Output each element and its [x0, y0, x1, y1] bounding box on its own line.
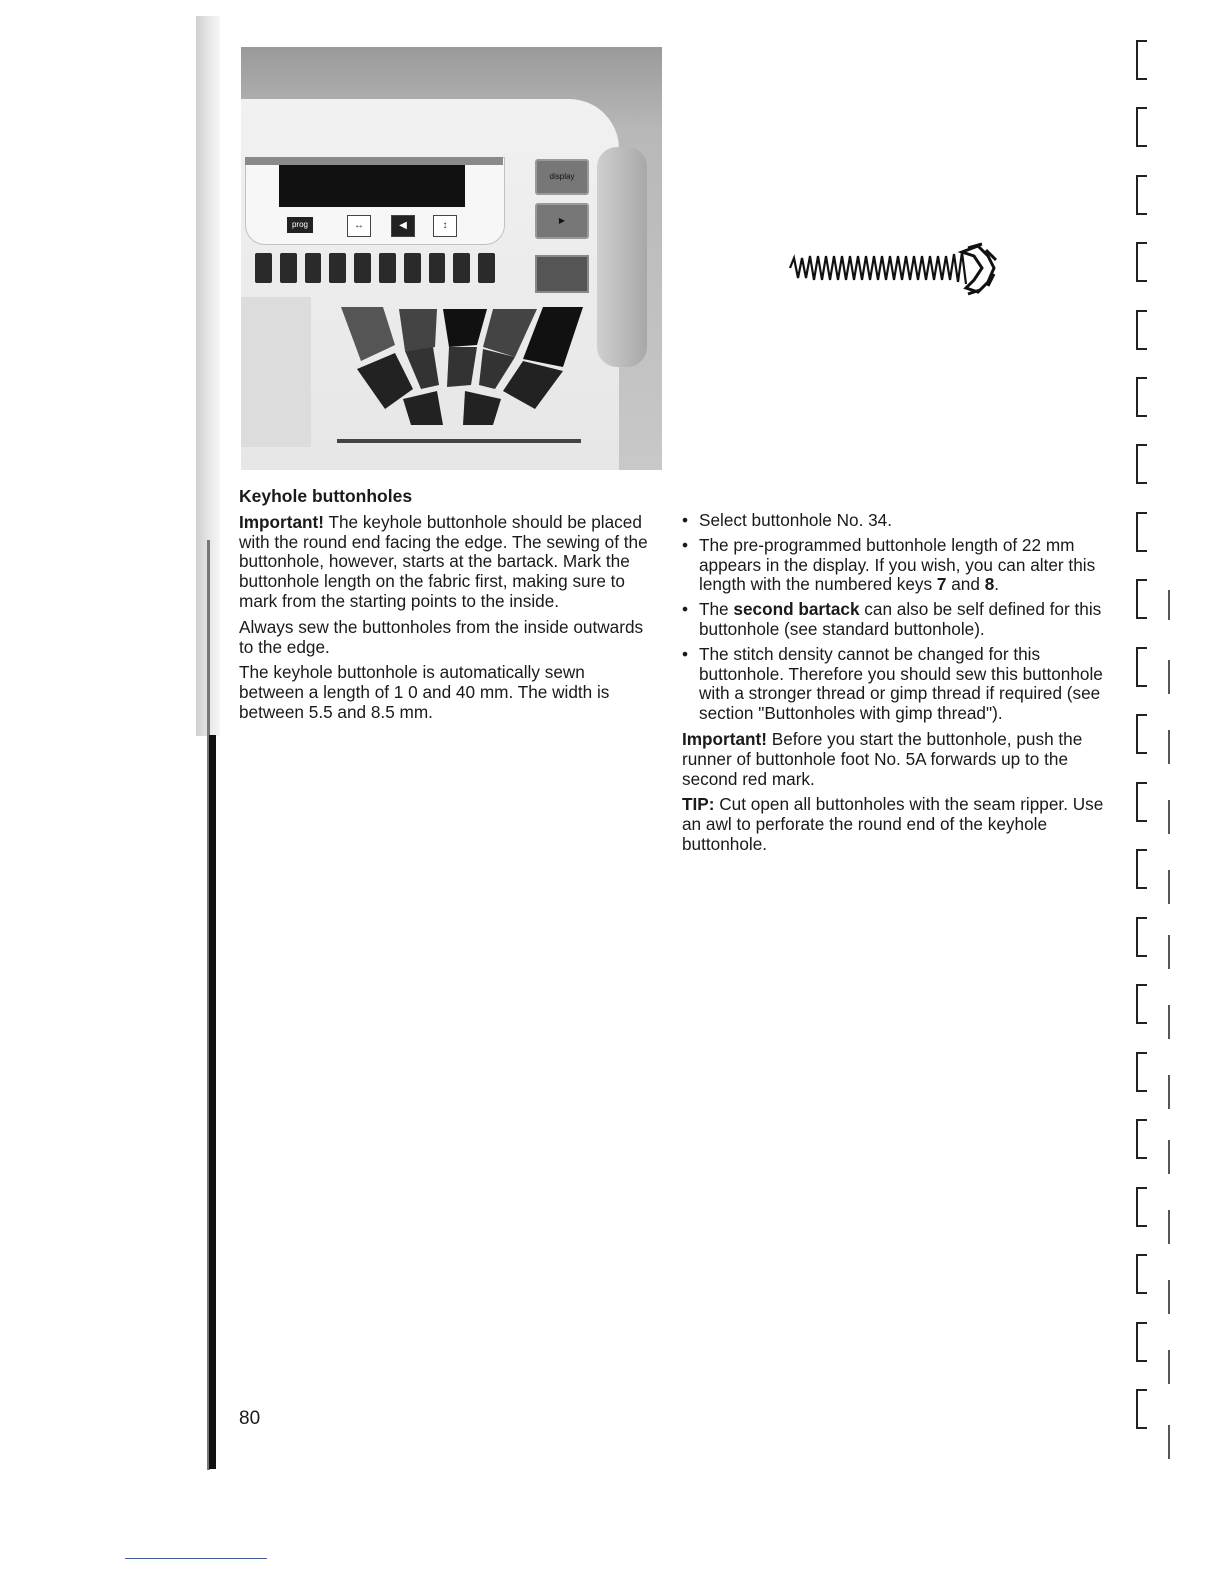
tab-marker: [1168, 660, 1170, 694]
display-strip: [245, 157, 503, 165]
index-tab: [1136, 714, 1158, 754]
tab-marker: [1168, 1210, 1170, 1244]
list-item-text: The pre-programmed buttonhole length of 22 mm appears in the display. If you wish, you can alter this length with the numbered keys: [699, 534, 1096, 595]
important-note: [682, 730, 1112, 789]
tab-marker: [1168, 1075, 1170, 1109]
index-tabs: [1136, 30, 1196, 1470]
tip-note: [682, 795, 1112, 854]
index-tab: [1136, 310, 1158, 350]
list-item: [682, 536, 1112, 595]
important-text: The keyhole buttonhole should be placed with the round end facing the edge. The sewing of the buttonhole, however, starts at the bartack. Mark the buttonhole length on the fabric first, making sure to mark from the starting points to the inside.: [239, 511, 648, 611]
panel-slot: [337, 439, 581, 443]
mirror-icon: ◀: [391, 215, 415, 237]
important-label: Important!: [682, 728, 767, 749]
index-tab: [1136, 1254, 1158, 1294]
stitch-selection-keys: [337, 305, 587, 425]
second-bartack-label: second bartack: [733, 599, 860, 620]
index-tab: [1136, 647, 1158, 687]
tab-marker: [1168, 590, 1170, 620]
index-tab: [1136, 917, 1158, 957]
handwheel: [597, 147, 647, 367]
index-tab: [1136, 242, 1158, 282]
arrow-button: ▶: [535, 203, 589, 239]
index-tab: [1136, 849, 1158, 889]
key-eight: 8: [984, 574, 995, 595]
index-tab: [1136, 984, 1158, 1024]
tab-marker: [1168, 870, 1170, 904]
tab-marker: [1168, 800, 1170, 834]
list-item-text: The: [699, 599, 734, 620]
important-text: Before you start the buttonhole, push the runner of buttonhole foot No. 5A forwards up to the second red mark.: [682, 728, 1083, 789]
front-cover: [241, 297, 311, 447]
page-number: 80: [239, 1408, 261, 1429]
list-item: • The stitch density cannot be changed for this buttonhole. Therefore you should sew this buttonhole with a stronger thread or gimp thread if required (see section "Buttonholes with gimp thread").: [682, 645, 1112, 724]
keyhole-buttonhole-sample: [782, 238, 1002, 300]
stitch-width-icon: ↔: [347, 215, 371, 237]
length-width-paragraph: The keyhole buttonhole is automatically sewn between a length of 1 0 and 40 mm. The width is between 5.5 and 8.5 mm.: [239, 662, 610, 722]
binding-bar: [209, 735, 216, 1469]
index-tab: [1136, 444, 1158, 484]
list-item: • Select buttonhole No. 34.: [682, 511, 1112, 531]
tab-marker: [1168, 730, 1170, 764]
key-seven: 7: [936, 574, 947, 595]
prog-button: prog: [287, 217, 313, 233]
index-tab: [1136, 782, 1158, 822]
tip-text: Cut open all buttonholes with the seam ripper. Use an awl to perforate the round end of the keyhole buttonhole.: [682, 794, 1104, 854]
footer-rule: [125, 1558, 267, 1559]
tab-marker: [1168, 1140, 1170, 1174]
important-paragraph: [239, 513, 649, 612]
important-label: Important!: [239, 511, 324, 532]
list-item-text: can also be self defined for this buttonhole (see standard buttonhole).: [699, 599, 1102, 639]
list-item: [682, 600, 1112, 640]
instruction-list: [682, 511, 1112, 724]
list-item-text: and: [946, 574, 985, 595]
index-tab: [1136, 1322, 1158, 1362]
index-tab: [1136, 40, 1158, 80]
number-keys: [255, 253, 495, 283]
stitch-length-icon: ↕: [433, 215, 457, 237]
section-heading: Keyhole buttonholes: [239, 486, 413, 506]
index-tab: [1136, 1052, 1158, 1092]
sew-direction-paragraph: Always sew the buttonholes from the inside outwards to the edge.: [239, 616, 644, 657]
tab-marker: [1168, 1005, 1170, 1039]
index-tab: [1136, 107, 1158, 147]
list-item-text: .: [994, 574, 1000, 595]
index-tab: [1136, 175, 1158, 215]
index-tab: [1136, 1119, 1158, 1159]
lcd-screen: [279, 165, 465, 207]
tip-label: TIP:: [682, 794, 715, 815]
display-button: display: [535, 159, 589, 195]
index-tab: [1136, 377, 1158, 417]
index-tab: [1136, 512, 1158, 552]
tab-marker: [1168, 935, 1170, 969]
function-key: [535, 255, 589, 293]
tab-marker: [1168, 1280, 1170, 1314]
tab-marker: [1168, 1350, 1170, 1384]
index-tab: [1136, 1389, 1158, 1429]
left-column: [239, 487, 649, 729]
index-tab: [1136, 579, 1158, 619]
index-tab: [1136, 1187, 1158, 1227]
right-column: [682, 511, 1112, 861]
tab-marker: [1168, 1425, 1170, 1459]
control-panel-photo: [241, 47, 662, 470]
